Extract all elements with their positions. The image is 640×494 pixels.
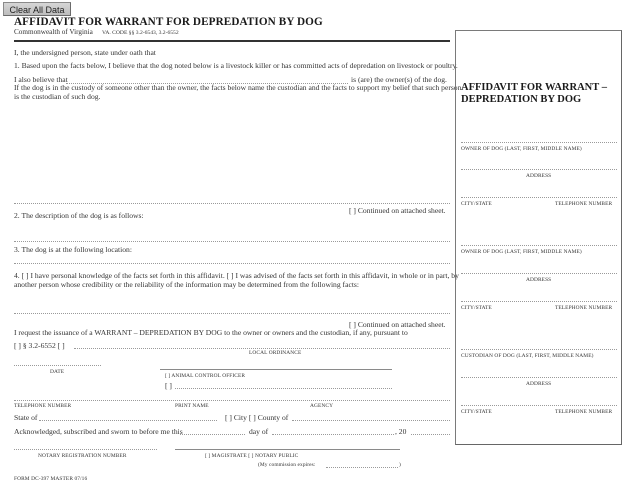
panel-city3-label: CITY/STATE: [461, 409, 492, 415]
state-input[interactable]: [39, 420, 217, 421]
continued-checkbox-2[interactable]: [ ] Continued on attached sheet.: [349, 320, 446, 329]
form-id: FORM DC-397 MASTER 07/16: [14, 476, 88, 482]
magistrate-notary-checkboxes[interactable]: [ ] MAGISTRATE [ ] NOTARY PUBLIC: [205, 453, 299, 459]
request-text: I request the issuance of a WARRANT – DEPREDATION BY DOG to the owner or owners and the custodian, if any, pursuant to: [14, 328, 408, 337]
panel-owner2-input[interactable]: [461, 245, 617, 246]
agency-label: AGENCY: [310, 403, 334, 409]
panel-address3-label: ADDRESS: [526, 381, 552, 387]
owner-prefix: I also believe that: [14, 75, 68, 84]
paragraph-3: 3. The dog is at the following location:: [14, 245, 132, 254]
telephone-label: TELEPHONE NUMBER: [14, 403, 72, 409]
day-input[interactable]: [180, 434, 245, 435]
date-label: DATE: [50, 369, 65, 375]
header-rule: [14, 40, 450, 42]
panel-custodian-label: CUSTODIAN OF DOG (LAST, FIRST, MIDDLE NAME): [461, 353, 594, 359]
panel-phone3-label: TELEPHONE NUMBER: [555, 409, 613, 415]
signature-line[interactable]: [160, 369, 392, 370]
paragraph-4-line-2: another person whose credibility or the reliability of the information may be determined from the following facts:: [14, 280, 359, 289]
clear-all-data-button[interactable]: Clear All Data: [3, 2, 71, 16]
month-input[interactable]: [272, 434, 394, 435]
panel-address-label: ADDRESS: [526, 173, 552, 179]
code-reference: VA. CODE §§ 3.2-6543, 3.2-6552: [102, 30, 179, 36]
paragraph-2: 2. The description of the dog is as follows:: [14, 211, 144, 220]
panel-address-input[interactable]: [461, 169, 617, 170]
facts-line: [14, 203, 450, 204]
panel-custodian-input[interactable]: [461, 349, 617, 350]
notary-registration-input[interactable]: [14, 449, 157, 450]
date-input[interactable]: [14, 365, 101, 366]
description-input[interactable]: [14, 241, 450, 242]
panel-address2-input[interactable]: [461, 273, 617, 274]
acknowledged-text: Acknowledged, subscribed and sworn to before me this: [14, 427, 183, 436]
city-county-input[interactable]: [292, 420, 450, 421]
panel-title-line-1: AFFIDAVIT FOR WARRANT –: [461, 82, 607, 93]
panel-owner-label: OWNER OF DOG (LAST, FIRST, MIDDLE NAME): [461, 146, 582, 152]
notary-registration-label: NOTARY REGISTRATION NUMBER: [38, 453, 127, 459]
print-name-label: PRINT NAME: [175, 403, 209, 409]
day-of-label: day of: [249, 427, 269, 436]
local-ordinance-label: LOCAL ORDINANCE: [249, 350, 302, 356]
informant-facts-textarea[interactable]: [14, 292, 450, 310]
facts-textarea[interactable]: [14, 104, 450, 200]
custodian-text-2: is the custodian of such dog.: [14, 92, 101, 101]
local-ordinance-input[interactable]: [74, 348, 450, 349]
intro-text: I, the undersigned person, state under oath that: [14, 48, 156, 57]
continued-checkbox-1[interactable]: [ ] Continued on attached sheet.: [349, 206, 446, 215]
commission-expires-input[interactable]: [326, 467, 398, 468]
panel-owner2-label: OWNER OF DOG (LAST, FIRST, MIDDLE NAME): [461, 249, 582, 255]
city-county-checkboxes[interactable]: [ ] City [ ] County of: [225, 413, 289, 422]
state-of-label: State of: [14, 413, 38, 422]
year-prefix: , 20: [395, 427, 407, 436]
other-officer-input[interactable]: [175, 388, 392, 389]
owner-suffix: is (are) the owner(s) of the dog.: [351, 75, 447, 84]
statute-checkboxes[interactable]: [ ] § 3.2-6552 [ ]: [14, 341, 65, 350]
panel-city-phone2-input[interactable]: [461, 301, 617, 302]
contact-line[interactable]: [14, 400, 450, 401]
panel-address2-label: ADDRESS: [526, 277, 552, 283]
panel-phone2-label: TELEPHONE NUMBER: [555, 305, 613, 311]
panel-city-phone-input[interactable]: [461, 197, 617, 198]
commission-close-paren: ): [399, 462, 401, 468]
form-title: AFFIDAVIT FOR WARRANT FOR DEPREDATION BY DOG: [14, 16, 323, 28]
panel-city2-label: CITY/STATE: [461, 305, 492, 311]
year-input[interactable]: [411, 434, 450, 435]
location-input[interactable]: [14, 263, 450, 264]
panel-address3-input[interactable]: [461, 377, 617, 378]
notary-signature-line[interactable]: [175, 449, 400, 450]
informant-facts-line: [14, 313, 450, 314]
panel-city-label: CITY/STATE: [461, 201, 492, 207]
custodian-text-1: If the dog is in the custody of someone other than the owner, the facts below name the custodian and the facts to support my belief that such person: [14, 83, 462, 92]
panel-city-phone3-input[interactable]: [461, 405, 617, 406]
paragraph-1: 1. Based upon the facts below, I believe that the dog noted below is a livestock killer or has committed acts of depredation on livestock or poultry.: [14, 61, 458, 70]
panel-owner-input[interactable]: [461, 142, 617, 143]
jurisdiction: Commonwealth of Virginia: [14, 28, 93, 36]
panel-title-line-2: DEPREDATION BY DOG: [461, 94, 582, 105]
paragraph-4-line-1[interactable]: 4. [ ] I have personal knowledge of the facts set forth in this affidavit. [ ] I was advised of the facts set forth in this affidavit, in whole or in part, by: [14, 271, 459, 280]
other-officer-checkbox[interactable]: [ ]: [165, 381, 172, 390]
panel-phone-label: TELEPHONE NUMBER: [555, 201, 613, 207]
animal-control-checkbox[interactable]: [ ] ANIMAL CONTROL OFFICER: [165, 373, 246, 379]
commission-expires-label: (My commission expires:: [258, 462, 316, 468]
